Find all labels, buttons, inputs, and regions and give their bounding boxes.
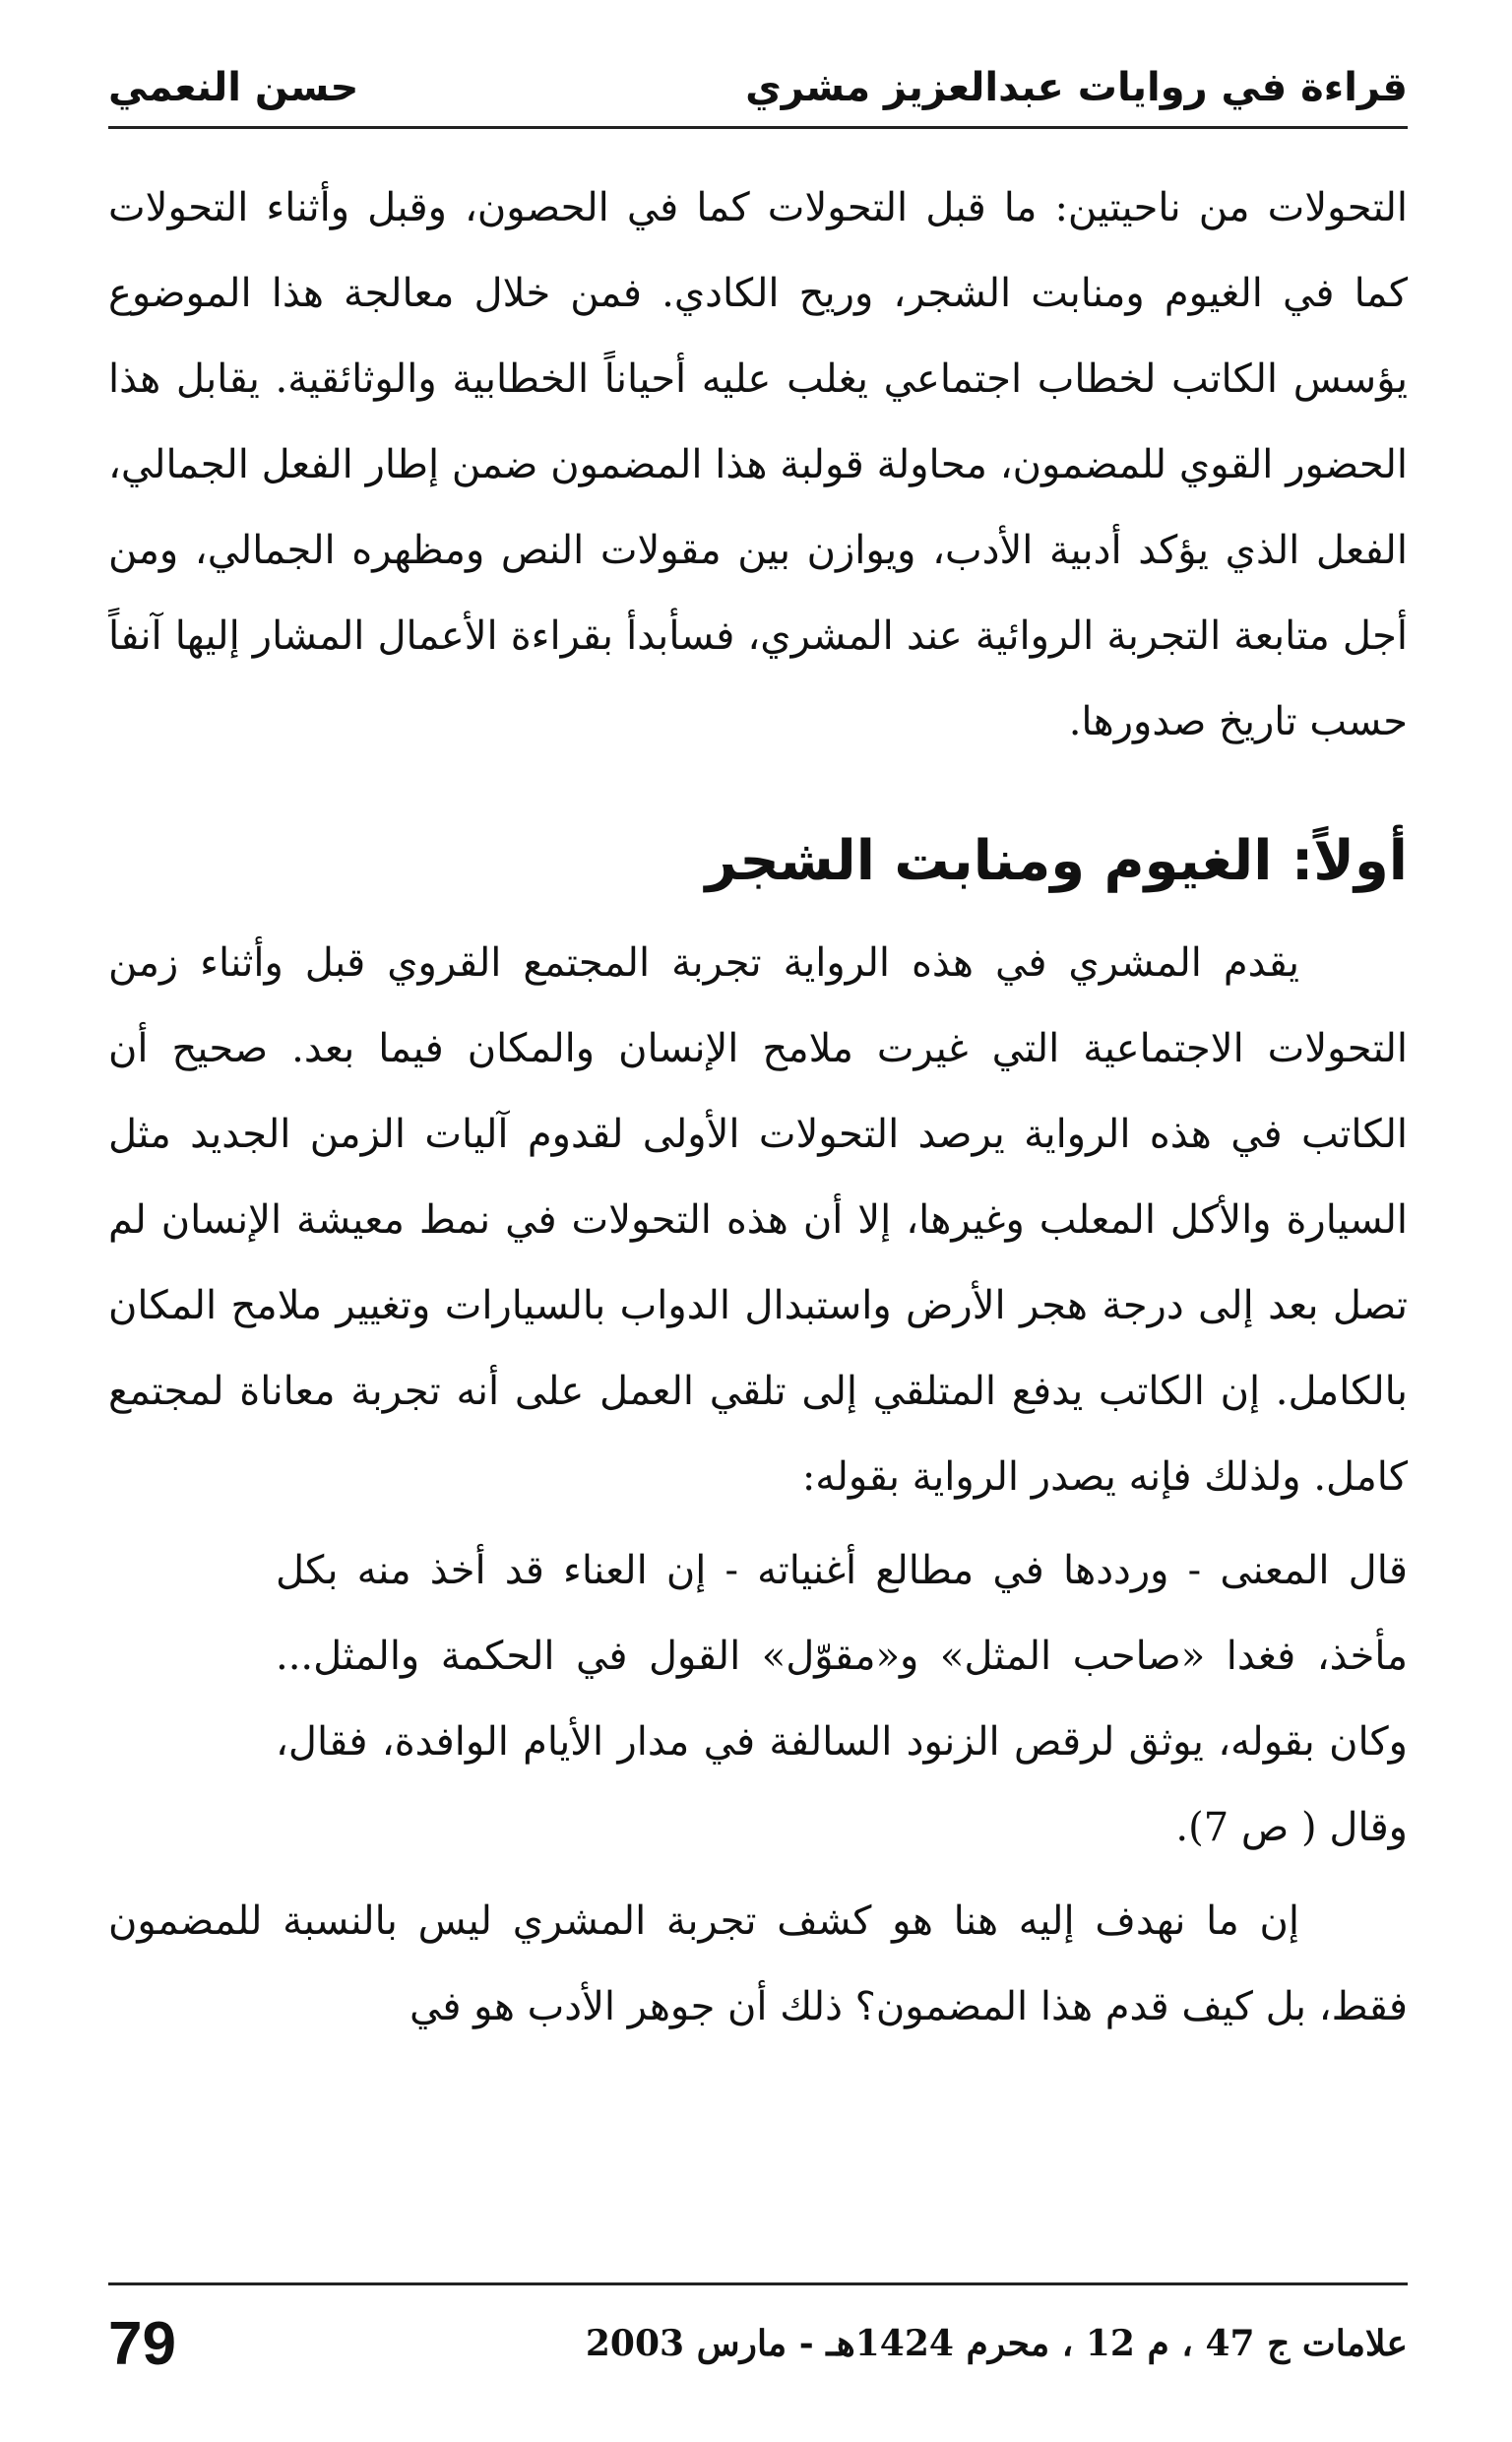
header-rule [108, 126, 1408, 129]
paragraph-intro: التحولات من ناحيتين: ما قبل التحولات كما في الحصون، وقبل وأثناء التحولات كما في الغيوم ومنابت الشجر، وريح الكادي. فمن خلال معالجة هذا الموضوع يؤسس الكاتب لخطاب اجتماعي يغلب عليه أحياناً الخطابية والوثائقية. يقابل هذا الحضور القوي للمضمون، محاولة قولبة هذا المضمون ضمن إطار الفعل الجمالي، الفعل الذي يؤكد أدبية الأدب، ويوازن بين مقولات النص ومظهره الجمالي، ومن أجل متابعة التجربة الروائية عند المشري، فسأبدأ بقراءة الأعمال المشار إليها آنفاً حسب تاريخ صدورها. [108, 185, 1408, 744]
page-footer [108, 2304, 1408, 2383]
block-quote: قال المعنى - ورددها في مطالع أغنياته - إن العناء قد أخذ منه بكل مأخذ، فغدا «صاحب المثل» و«مقوّل» القول في الحكمة والمثل... وكان بقوله، يوثق لرقص الزنود السالفة في مدار الأيام الوافدة، فقال، وقال ( ص 7). [276, 1548, 1408, 1850]
section-heading: أولاً: الغيوم ومنابت الشجر [705, 829, 1408, 893]
journal-issue: علامات ج 47 ، م 12 ، محرم 1424هـ - مارس 2003 [585, 2323, 1408, 2364]
page-number: 79 [108, 2309, 176, 2378]
body-text [108, 165, 1408, 2050]
paragraph-closing: إن ما نهدف إليه هنا هو كشف تجربة المشري ليس بالنسبة للمضمون فقط، بل كيف قدم هذا المضمون؟ ذلك أن جوهر الأدب هو في [108, 1898, 1408, 2029]
book-page [108, 39, 1408, 2403]
book-title: قراءة في روايات عبدالعزيز مشري [745, 65, 1408, 110]
paragraph-novel-intro: يقدم المشري في هذه الرواية تجربة المجتمع القروي قبل وأثناء زمن التحولات الاجتماعية التي غيرت ملامح الإنسان والمكان فيما بعد. صحيح أن الكاتب في هذه الرواية يرصد التحولات الأولى لقدوم آليات الزمن الجديد مثل السيارة والأكل المعلب وغيرها، إلا أن هذه التحولات في نمط معيشة الإنسان لم تصل بعد إلى درجة هجر الأرض واستبدال الدواب بالسيارات وتغيير ملامح المكان بالكامل. إن الكاتب يدفع المتلقي إلى تلقي العمل على أنه تجربة معاناة لمجتمع كامل. ولذلك فإنه يصدر الرواية بقوله: [108, 940, 1408, 1500]
footer-rule [108, 2282, 1408, 2285]
author-name: حسن النعمي [108, 65, 359, 110]
running-header [108, 39, 1408, 124]
